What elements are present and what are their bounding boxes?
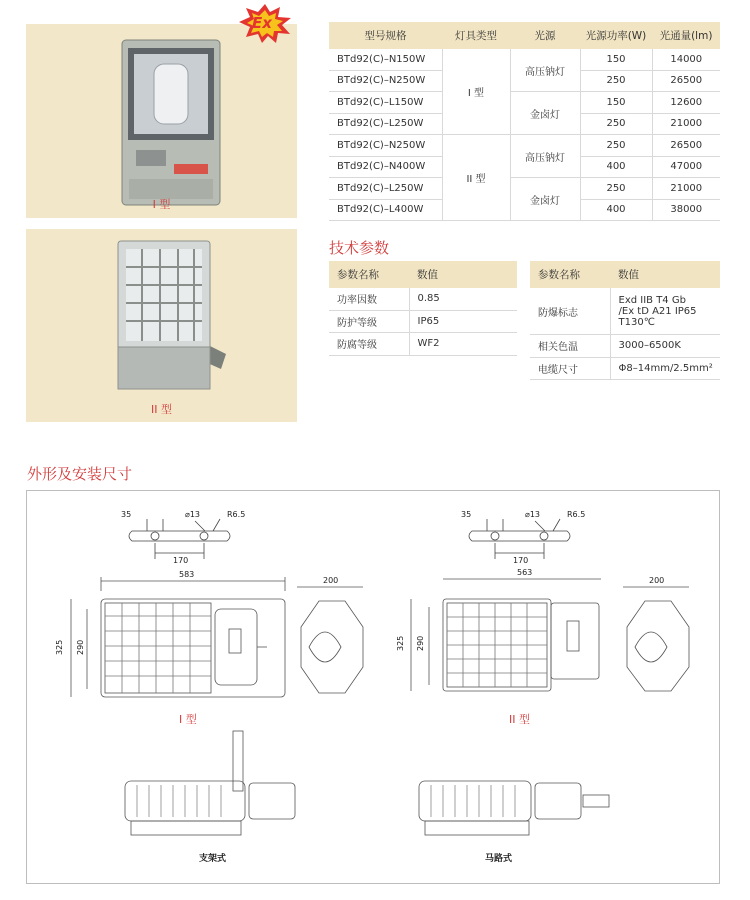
type1-drawing-label: I 型 bbox=[179, 713, 197, 726]
param-header-value: 数值 bbox=[618, 269, 639, 281]
table-row bbox=[329, 92, 720, 114]
tech-params-title: 技术参数 bbox=[329, 239, 390, 257]
table-row bbox=[329, 135, 720, 157]
cell-model: BTd92(C)–L150W bbox=[329, 92, 442, 114]
cell-source: 高压钠灯 bbox=[510, 135, 580, 178]
floodlight-type1-illustration bbox=[26, 24, 297, 218]
type2-bracket-detail bbox=[469, 519, 570, 559]
dim-type1-h1: 325 bbox=[55, 639, 64, 655]
dim-type1-length: 583 bbox=[179, 570, 195, 579]
tech-params-right-table bbox=[530, 261, 720, 380]
param-name: 功率因数 bbox=[329, 288, 409, 310]
param-name: 相关色温 bbox=[530, 335, 610, 358]
table-row bbox=[530, 288, 720, 335]
param-header-value: 数值 bbox=[417, 269, 438, 281]
mount-type-bracket-label: 支架式 bbox=[199, 854, 227, 864]
param-value-line: Exd IIB T4 Gb bbox=[618, 294, 686, 306]
dim-type2-span: 170 bbox=[513, 556, 529, 565]
cell-model: BTd92(C)–N400W bbox=[329, 156, 442, 178]
dim-type2-depth: 200 bbox=[649, 576, 665, 585]
floodlight-type2-illustration bbox=[26, 229, 297, 422]
spec-header-type: 灯具类型 bbox=[455, 30, 497, 42]
cell-source: 金卤灯 bbox=[510, 178, 580, 221]
cell-type: I 型 bbox=[442, 49, 510, 135]
cell-flux: 12600 bbox=[652, 92, 720, 114]
cell-power: 250 bbox=[580, 113, 652, 135]
ex-badge-text: Ex bbox=[252, 14, 272, 32]
cell-model: BTd92(C)–N250W bbox=[329, 70, 442, 92]
dim-type2-width-top: 35 bbox=[461, 510, 472, 519]
param-value: Φ8–14mm/2.5mm² bbox=[610, 357, 720, 380]
cell-flux: 47000 bbox=[652, 156, 720, 178]
spec-table-header bbox=[329, 22, 720, 49]
table-row bbox=[530, 357, 720, 380]
param-value-line: /Ex tD A21 IP65 bbox=[618, 305, 697, 317]
dim-type1-hole: ⌀13 bbox=[185, 510, 200, 519]
type2-side-view bbox=[623, 587, 689, 691]
cell-model: BTd92(C)–L250W bbox=[329, 178, 442, 200]
product-photo-type1 bbox=[26, 24, 297, 218]
cell-flux: 14000 bbox=[652, 49, 720, 70]
photo-caption-type1: I 型 bbox=[152, 198, 171, 211]
photo-caption-type2: II 型 bbox=[151, 403, 172, 416]
param-value-line: T130℃ bbox=[618, 316, 655, 328]
cell-model: BTd92(C)–N150W bbox=[329, 49, 442, 70]
spec-table bbox=[329, 22, 720, 221]
dim-type2-h2: 290 bbox=[416, 635, 425, 651]
bracket-mount-view bbox=[125, 731, 295, 835]
type2-drawing-label: II 型 bbox=[509, 713, 530, 726]
cell-flux: 26500 bbox=[652, 135, 720, 157]
cell-flux: 38000 bbox=[652, 199, 720, 221]
spec-header-source: 光源 bbox=[534, 30, 556, 42]
table-row bbox=[329, 310, 517, 333]
type1-bracket-detail bbox=[129, 519, 230, 559]
param-value: 3000–6500K bbox=[610, 335, 720, 358]
dim-type1-depth: 200 bbox=[323, 576, 339, 585]
spec-header-power: 光源功率(W) bbox=[585, 30, 647, 42]
dimension-drawings bbox=[27, 491, 719, 883]
param-value: WF2 bbox=[409, 333, 517, 356]
dim-type2-length: 563 bbox=[517, 568, 533, 577]
spec-header-flux: 光通量(lm) bbox=[659, 30, 713, 42]
cell-power: 250 bbox=[580, 70, 652, 92]
dim-type2-hole: ⌀13 bbox=[525, 510, 540, 519]
param-name: 防爆标志 bbox=[530, 288, 610, 335]
cell-flux: 21000 bbox=[652, 113, 720, 135]
param-value-multiline bbox=[610, 288, 720, 335]
dimension-drawing-frame bbox=[26, 490, 720, 884]
table-row bbox=[329, 49, 720, 70]
spec-header-model: 型号规格 bbox=[364, 30, 407, 42]
cell-type: II 型 bbox=[442, 135, 510, 221]
param-header-name: 参数名称 bbox=[337, 269, 379, 281]
ex-badge bbox=[238, 4, 292, 44]
type1-side-view bbox=[297, 587, 363, 693]
param-name: 防腐等级 bbox=[329, 333, 409, 356]
table-row bbox=[329, 333, 517, 356]
type1-front-view bbox=[71, 577, 285, 697]
cell-model: BTd92(C)–L250W bbox=[329, 113, 442, 135]
param-name: 防护等级 bbox=[329, 310, 409, 333]
dim-type2-radius: R6.5 bbox=[567, 510, 586, 519]
cell-source: 高压钠灯 bbox=[510, 49, 580, 92]
table-row bbox=[530, 335, 720, 358]
dim-type1-h2: 290 bbox=[76, 639, 85, 655]
cell-power: 400 bbox=[580, 199, 652, 221]
cell-model: BTd92(C)–L400W bbox=[329, 199, 442, 221]
cell-power: 250 bbox=[580, 178, 652, 200]
type2-front-view bbox=[411, 579, 601, 691]
tech-params-left-table bbox=[329, 261, 517, 356]
cell-flux: 26500 bbox=[652, 70, 720, 92]
table-row bbox=[329, 178, 720, 200]
dimensions-title: 外形及安装尺寸 bbox=[27, 465, 133, 483]
dim-type2-h1: 325 bbox=[396, 635, 405, 651]
dim-type1-radius: R6.5 bbox=[227, 510, 246, 519]
cell-power: 150 bbox=[580, 92, 652, 114]
table-row bbox=[329, 288, 517, 310]
param-name: 电缆尺寸 bbox=[530, 357, 610, 380]
mount-type-road-label: 马路式 bbox=[485, 854, 513, 864]
dim-type1-width-top: 35 bbox=[121, 510, 132, 519]
cell-power: 400 bbox=[580, 156, 652, 178]
param-header-name: 参数名称 bbox=[538, 269, 580, 281]
param-value: 0.85 bbox=[409, 288, 517, 310]
cell-power: 150 bbox=[580, 49, 652, 70]
product-photo-type2 bbox=[26, 229, 297, 422]
cell-source: 金卤灯 bbox=[510, 92, 580, 135]
dim-type1-span: 170 bbox=[173, 556, 189, 565]
param-value: IP65 bbox=[409, 310, 517, 333]
road-mount-view bbox=[419, 781, 609, 835]
cell-power: 250 bbox=[580, 135, 652, 157]
cell-model: BTd92(C)–N250W bbox=[329, 135, 442, 157]
cell-flux: 21000 bbox=[652, 178, 720, 200]
